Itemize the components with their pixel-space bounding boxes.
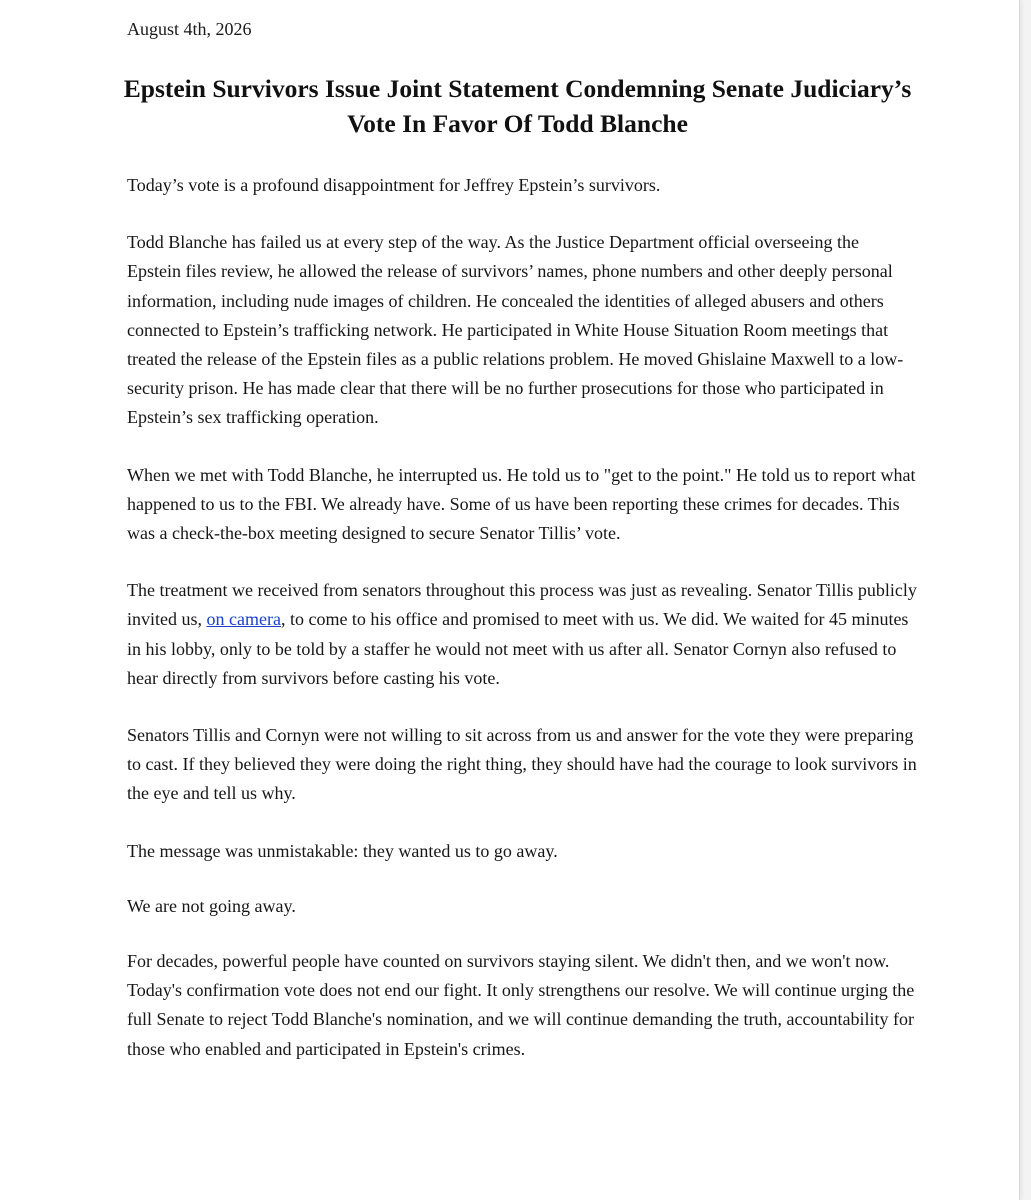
statement-title: Epstein Survivors Issue Joint Statement Condemning Senate Judiciary’s Vote In Favor Of Todd Blanche (123, 74, 912, 138)
paragraph-4 (127, 576, 917, 693)
paragraph-3: When we met with Todd Blanche, he interrupted us. He told us to "get to the point." He told us to report what happened to us to the FBI. We already have. Some of us have been reporting these crimes for decades. This was a check-the-box meeting designed to secure Senator Tillis’ vote. (127, 464, 916, 544)
paragraph-5: Senators Tillis and Cornyn were not willing to sit across from us and answer for the vote they were preparing to cast. If they believed they were doing the right thing, they should have had the courage to look survivors in the eye and tell us why. (127, 725, 917, 804)
statement-date: August 4th, 2026 (127, 19, 252, 39)
on-camera-link[interactable]: on camera (206, 609, 281, 630)
paragraph-2: Todd Blanche has failed us at every step of the way. As the Justice Department official overseeing the Epstein files review, he allowed the release of survivors’ names, phone numbers and other deeply personal information, including nude images of children. He concealed the identities of alleged abusers and others connected to Epstein’s trafficking network. He participated in White House Situation Room meetings that treated the release of the Epstein files as a public relations problem. He moved Ghislaine Maxwell to a low-security prison. He has made clear that there will be no further prosecutions for those who participated in Epstein’s sex trafficking operation. (127, 232, 904, 428)
paragraph-1: Today’s vote is a profound disappointment for Jeffrey Epstein’s survivors. (127, 175, 661, 195)
statement-body (127, 171, 917, 1092)
paragraph-7: We are not going away. (127, 895, 296, 916)
paragraph-8: For decades, powerful people have counted on survivors staying silent. We didn't then, and we won't now. Today's confirmation vote does not end our fight. It only strengthens our resolve. We will continue urging the full Senate to reject Todd Blanche's nomination, and we will continue demanding the truth, accountability for those who enabled and participated in Epstein's crimes. (127, 951, 915, 1059)
paragraph-4-text-before-link: The treatment we received from senators throughout this process was just as revealing. Senator Tillis publicly invited us, (127, 580, 917, 630)
paragraph-4-text-after-link: , to come to his office and promised to meet with us. We did. We waited for 45 minutes in his lobby, only to be told by a staffer he would not meet with us after all. Senator Cornyn also refused to hear directly from survivors before casting his vote. (127, 609, 909, 688)
paragraph-6: The message was unmistakable: they wanted us to go away. (127, 840, 558, 861)
